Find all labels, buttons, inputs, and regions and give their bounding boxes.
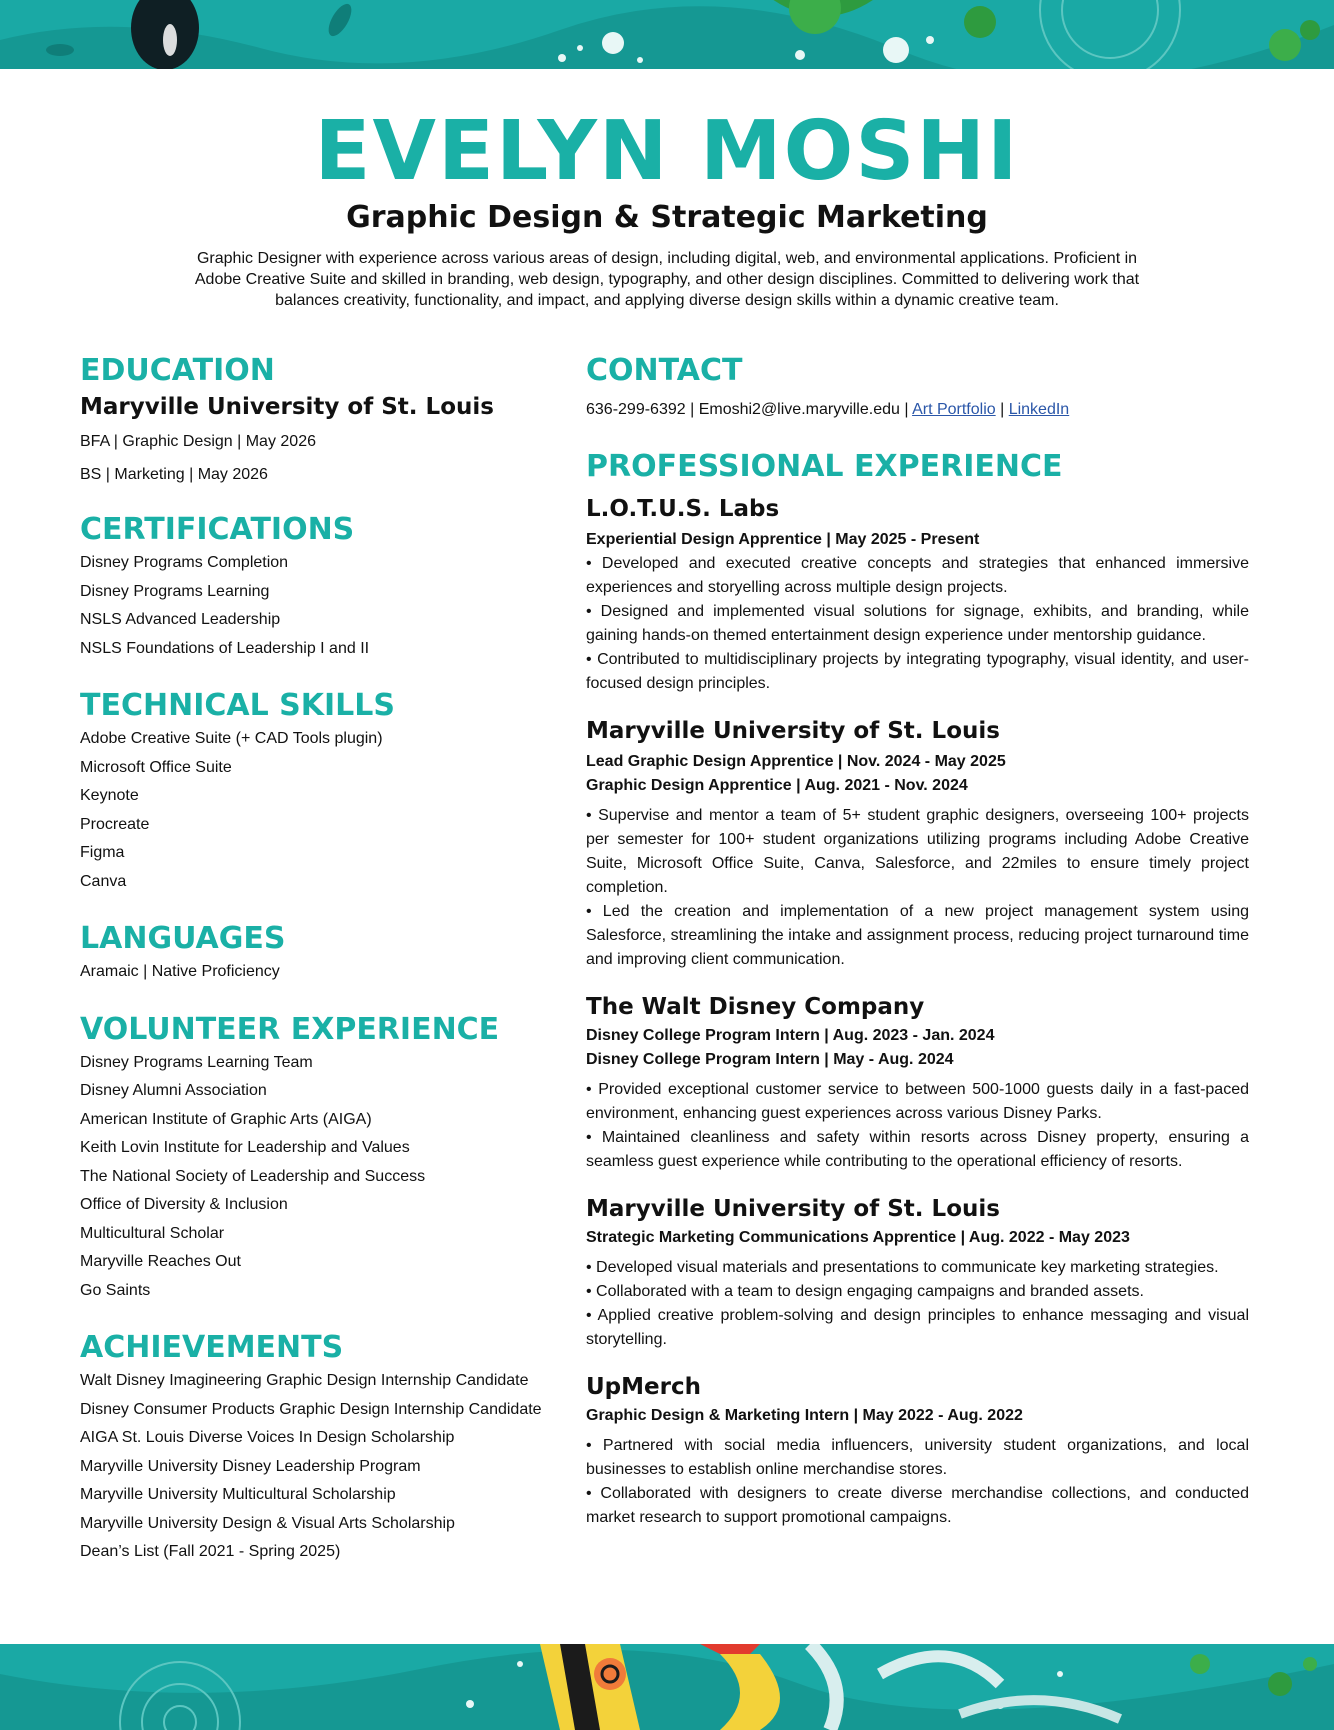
- job-role: Experiential Design Apprentice | May 2025 - Present: [586, 531, 980, 548]
- contact-phone: 636-299-6392: [586, 401, 686, 418]
- right-column: [586, 352, 1249, 1530]
- job-company: L.O.T.U.S. Labs: [586, 496, 780, 522]
- candidate-name: EVELYN MOSHI: [314, 104, 1020, 199]
- job-bullets: [586, 804, 1249, 972]
- candidate-tagline: Graphic Design & Strategic Marketing: [346, 200, 988, 235]
- banner-art: [0, 0, 1334, 69]
- certification-item: Disney Programs Completion: [80, 554, 289, 571]
- job-company: Maryville University of St. Louis: [586, 1196, 1000, 1222]
- job-bullet: • Maintained cleanliness and safety within resorts across Disney property, ensuring a seamless guest experience while contributing to the operational efficiency of resorts.: [586, 1129, 1249, 1170]
- banner-art: [0, 1644, 1334, 1730]
- job-bullet: • Partnered with social media influencers, university student organizations, and local businesses to establish online merchandise stores.: [586, 1437, 1249, 1478]
- achievement-item: Maryville University Disney Leadership Program: [80, 1457, 421, 1475]
- job-role: Disney College Program Intern | May - Aug. 2024: [586, 1051, 954, 1068]
- volunteer-item: Keith Lovin Institute for Leadership and Values: [80, 1139, 410, 1156]
- job-bullet: • Contributed to multidisciplinary projects by integrating typography, visual identity, and user- focused design principles.: [586, 651, 1249, 692]
- linkedin-link[interactable]: LinkedIn: [1008, 401, 1070, 418]
- languages-title: LANGUAGES: [80, 921, 286, 956]
- job-bullets: [586, 1078, 1249, 1174]
- job-bullets: [586, 1434, 1249, 1530]
- volunteer-item: American Institute of Graphic Arts (AIGA): [80, 1110, 372, 1128]
- skill-item: Figma: [80, 844, 125, 861]
- volunteer-list: [80, 1049, 570, 1306]
- achievement-item: Maryville University Design & Visual Arts Scholarship: [80, 1514, 455, 1532]
- degree-item: BS | Marketing | May 2026: [80, 466, 268, 483]
- technical-skills-list: [80, 725, 570, 896]
- job-entry: [586, 992, 1249, 1174]
- job-role: Disney College Program Intern | Aug. 2023 - Jan. 2024: [586, 1027, 995, 1044]
- contact-separator: |: [685, 401, 699, 418]
- skill-item: Procreate: [80, 815, 150, 833]
- achievement-item: AIGA St. Louis Diverse Voices In Design Scholarship: [80, 1429, 455, 1446]
- contact-separator: |: [995, 401, 1009, 418]
- top-decorative-banner: [0, 0, 1334, 69]
- job-entry: [586, 494, 1249, 696]
- experience-title: PROFESSIONAL EXPERIENCE: [586, 449, 1063, 484]
- volunteer-item: Go Saints: [80, 1281, 151, 1299]
- job-bullet: • Developed visual materials and presentations to communicate key marketing strategies.: [586, 1259, 1219, 1276]
- job-company: Maryville University of St. Louis: [586, 718, 1000, 744]
- volunteer-title: VOLUNTEER EXPERIENCE: [80, 1011, 500, 1047]
- achievement-item: Maryville University Multicultural Scholarship: [80, 1486, 396, 1503]
- certification-item: Disney Programs Learning: [80, 582, 270, 600]
- volunteer-item: Maryville Reaches Out: [80, 1253, 241, 1270]
- professional-summary: Graphic Designer with experience across various areas of design, including digital, web, and environmental applications. Proficient in Adobe Creative Suite and skilled in branding, web design, typography, and other design disciplines. Committed to delivering work that balances creativity, functionality, and impact, and applying diverse design skills within a dynamic creative team.: [194, 250, 1140, 309]
- certification-item: NSLS Foundations of Leadership I and II: [80, 639, 370, 657]
- job-role: Graphic Design & Marketing Intern | May 2022 - Aug. 2022: [586, 1407, 1023, 1424]
- job-role: Graphic Design Apprentice | Aug. 2021 - Nov. 2024: [586, 777, 968, 794]
- volunteer-item: Office of Diversity & Inclusion: [80, 1196, 288, 1213]
- achievement-item: Walt Disney Imagineering Graphic Design Internship Candidate: [80, 1372, 529, 1389]
- job-role: Lead Graphic Design Apprentice | Nov. 2024 - May 2025: [586, 753, 1006, 770]
- languages-list: [80, 958, 570, 987]
- job-bullet: • Collaborated with designers to create diverse merchandise collections, and conducted market research to support promotional campaigns.: [586, 1485, 1249, 1526]
- technical-skills-section: [80, 687, 570, 896]
- job-bullets: [586, 1256, 1249, 1352]
- achievement-item: Dean’s List (Fall 2021 - Spring 2025): [80, 1543, 341, 1560]
- art-portfolio-link[interactable]: Art Portfolio: [912, 401, 996, 418]
- job-entry: [586, 716, 1249, 972]
- education-school: Maryville University of St. Louis: [80, 394, 494, 420]
- degree-list: [80, 425, 570, 491]
- skill-item: Canva: [80, 872, 127, 890]
- job-company: UpMerch: [586, 1374, 701, 1400]
- job-role: Strategic Marketing Communications Apprentice | Aug. 2022 - May 2023: [586, 1229, 1130, 1246]
- resume-header: [0, 104, 1334, 311]
- bottom-decorative-banner: [0, 1644, 1334, 1730]
- contact-separator: |: [899, 401, 913, 418]
- contact-line: [586, 398, 1249, 422]
- degree-item: BFA | Graphic Design | May 2026: [80, 433, 316, 450]
- achievements-title: ACHIEVEMENTS: [80, 1330, 344, 1365]
- volunteer-section: [80, 1011, 570, 1306]
- job-bullets: [586, 552, 1249, 696]
- achievements-list: [80, 1367, 570, 1567]
- job-bullet: • Supervise and mentor a team of 5+ student graphic designers, overseeing 100+ projects per semester for 100+ student organizations utilizing programs including Adobe Creative Suite, Microsoft Office Suite, Canva, Salesforce, and 22miles to ensure timely project completion.: [586, 807, 1249, 896]
- volunteer-item: Disney Alumni Association: [80, 1082, 267, 1099]
- languages-section: [80, 920, 570, 987]
- contact-email: Emoshi2@live.maryville.edu: [698, 401, 900, 418]
- job-bullet: • Provided exceptional customer service to between 500-1000 guests daily in a fast-paced environment, enhancing guest experiences across various Disney Parks.: [586, 1081, 1249, 1122]
- left-column: [80, 352, 570, 1567]
- job-bullet: • Led the creation and implementation of a new project management system using Salesforce, streamlining the intake and assignment process, reducing project turnaround time and improving client communication.: [586, 903, 1249, 968]
- achievements-section: [80, 1329, 570, 1567]
- experience-section: [586, 448, 1249, 1530]
- job-bullet: • Collaborated with a team to design engaging campaigns and branded assets.: [586, 1283, 1144, 1300]
- education-section: [80, 352, 570, 491]
- certifications-section: [80, 511, 570, 663]
- job-bullet: • Designed and implemented visual solutions for signage, exhibits, and branding, while gaining hands-on themed entertainment design experience under mentorship guidance.: [586, 603, 1249, 644]
- job-entry: [586, 1194, 1249, 1352]
- volunteer-item: The National Society of Leadership and Success: [80, 1167, 426, 1185]
- job-entry: [586, 1372, 1249, 1530]
- skill-item: Adobe Creative Suite (+ CAD Tools plugin): [80, 730, 383, 747]
- job-company: The Walt Disney Company: [586, 994, 925, 1020]
- volunteer-item: Disney Programs Learning Team: [80, 1053, 313, 1071]
- language-item: Aramaic | Native Proficiency: [80, 963, 280, 980]
- achievement-item: Disney Consumer Products Graphic Design Internship Candidate: [80, 1400, 542, 1418]
- certification-item: NSLS Advanced Leadership: [80, 611, 281, 628]
- contact-title: CONTACT: [586, 353, 743, 388]
- job-bullet: • Applied creative problem-solving and design principles to enhance messaging and visual storytelling.: [586, 1307, 1249, 1348]
- certifications-list: [80, 549, 570, 663]
- volunteer-item: Multicultural Scholar: [80, 1224, 225, 1242]
- skill-item: Keynote: [80, 787, 139, 804]
- technical-skills-title: TECHNICAL SKILLS: [80, 688, 395, 723]
- certifications-title: CERTIFICATIONS: [80, 512, 355, 547]
- skill-item: Microsoft Office Suite: [80, 758, 232, 776]
- education-title: EDUCATION: [80, 353, 275, 388]
- job-bullet: • Developed and executed creative concepts and strategies that enhanced immersive experiences and storyelling across multiple design projects.: [586, 555, 1249, 596]
- contact-section: [586, 352, 1249, 422]
